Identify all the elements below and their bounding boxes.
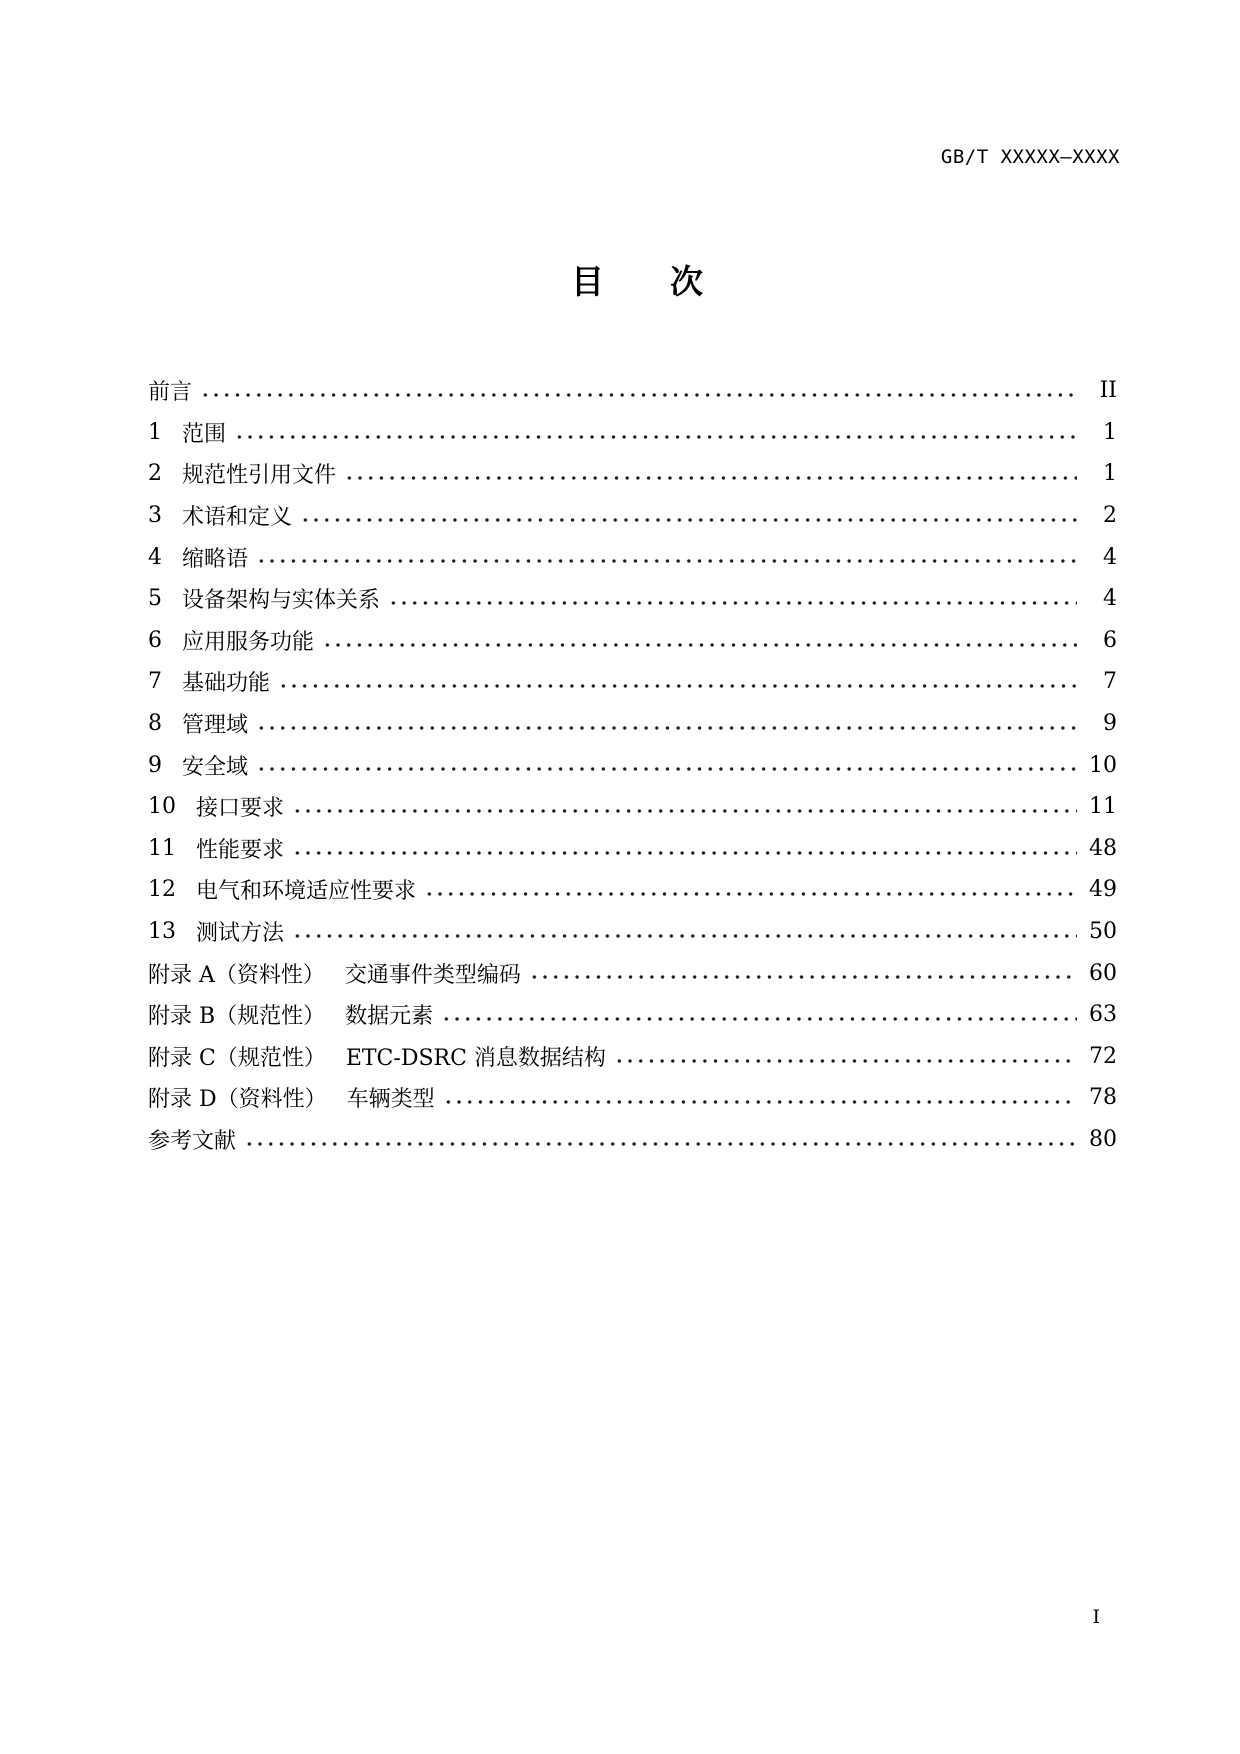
- toc-entry-page: 10: [1089, 752, 1117, 778]
- toc-entry: [148, 952, 1117, 994]
- toc-entry-number: 6: [148, 627, 162, 653]
- toc-entry-label: 术语和定义: [182, 505, 293, 531]
- toc-entry: [148, 1119, 1117, 1161]
- toc-entry-page: 49: [1089, 877, 1117, 903]
- toc-list: [148, 370, 1117, 1160]
- toc-entry-label: 测试方法: [196, 921, 285, 947]
- toc-entry-page: 48: [1089, 835, 1117, 861]
- toc-entry-page: II: [1099, 378, 1117, 404]
- toc-entry-number: 5: [148, 586, 162, 612]
- toc-entry-label: 前言: [148, 380, 193, 406]
- toc-entry: [148, 453, 1117, 495]
- dot-leader: [254, 703, 1077, 745]
- toc-entry: [148, 370, 1117, 412]
- toc-entry-label: 接口要求: [196, 796, 285, 822]
- toc-entry-label: 应用服务功能: [182, 629, 315, 655]
- dot-leader: [232, 412, 1077, 454]
- dot-leader: [342, 453, 1077, 495]
- dot-leader: [254, 744, 1077, 786]
- toc-entry-label: 缩略语: [182, 546, 249, 572]
- toc-entry-number: 3: [148, 503, 162, 529]
- toc-entry-label: 电气和环境适应性要求: [196, 879, 417, 905]
- toc-entry-label: 基础功能: [182, 671, 271, 697]
- toc-entry: [148, 620, 1117, 662]
- toc-entry-label: 数据元素: [345, 1004, 434, 1030]
- toc-entry-number: 附录 B（规范性）: [148, 1004, 326, 1030]
- dot-leader: [290, 911, 1077, 953]
- toc-entry-label: ETC-DSRC 消息数据结构: [345, 1045, 606, 1071]
- dot-leader: [439, 994, 1077, 1036]
- toc-entry: [148, 828, 1117, 870]
- toc-entry-page: 9: [1103, 711, 1117, 737]
- toc-entry: [148, 536, 1117, 578]
- toc-entry-label: 安全域: [182, 754, 249, 780]
- toc-entry-page: 80: [1089, 1126, 1117, 1152]
- dot-leader: [276, 661, 1077, 703]
- toc-entry-number: 13: [148, 919, 176, 945]
- page-number-folio: I: [1092, 1606, 1100, 1628]
- toc-entry-number: 9: [148, 752, 162, 778]
- toc-entry-number: 10: [148, 794, 176, 820]
- toc-entry-page: 4: [1103, 586, 1117, 612]
- dot-leader: [242, 1119, 1077, 1161]
- toc-entry-label: 设备架构与实体关系: [182, 588, 381, 614]
- dot-leader: [290, 786, 1077, 828]
- dot-leader: [254, 536, 1077, 578]
- toc-entry: [148, 786, 1117, 828]
- toc-entry-number: 2: [148, 461, 162, 487]
- toc-entry-number: 11: [148, 835, 176, 861]
- dot-leader: [320, 620, 1077, 662]
- standard-code-header: GB/T XXXXX—XXXX: [940, 146, 1120, 168]
- toc-entry-number: 7: [148, 669, 162, 695]
- toc-entry: [148, 1036, 1117, 1078]
- toc-entry: [148, 412, 1117, 454]
- toc-entry-label: 性能要求: [196, 837, 285, 863]
- toc-entry-page: 1: [1103, 419, 1117, 445]
- toc-entry-page: 63: [1089, 1002, 1117, 1028]
- toc-entry-page: 60: [1089, 960, 1117, 986]
- dot-leader: [441, 1077, 1077, 1119]
- toc-entry-page: 7: [1103, 669, 1117, 695]
- toc-entry-page: 11: [1089, 794, 1117, 820]
- toc-entry: [148, 994, 1117, 1036]
- dot-leader: [527, 952, 1077, 994]
- toc-entry-number: 1: [148, 419, 162, 445]
- toc-entry-page: 72: [1089, 1043, 1117, 1069]
- toc-entry: [148, 703, 1117, 745]
- dot-leader: [612, 1036, 1077, 1078]
- toc-entry-number: 12: [148, 877, 176, 903]
- dot-leader: [198, 370, 1077, 412]
- toc-entry-page: 6: [1103, 627, 1117, 653]
- toc-entry-label: 管理域: [182, 713, 249, 739]
- dot-leader: [386, 578, 1077, 620]
- dot-leader: [422, 869, 1077, 911]
- toc-entry-page: 1: [1103, 461, 1117, 487]
- toc-entry: [148, 1077, 1117, 1119]
- toc-entry-page: 2: [1103, 503, 1117, 529]
- toc-entry: [148, 661, 1117, 703]
- toc-entry: [148, 911, 1117, 953]
- toc-entry-page: 78: [1089, 1085, 1117, 1111]
- toc-entry-label: 范围: [182, 421, 227, 447]
- toc-entry-label: 规范性引用文件: [182, 463, 337, 489]
- toc-entry: [148, 869, 1117, 911]
- page-title: 目 次: [571, 262, 703, 301]
- toc-entry-number: 4: [148, 544, 162, 570]
- toc-entry-number: 附录 C（规范性）: [148, 1045, 326, 1071]
- dot-leader: [298, 495, 1077, 537]
- toc-entry: [148, 495, 1117, 537]
- toc-entry-page: 4: [1103, 544, 1117, 570]
- toc-entry-label: 车辆类型: [346, 1087, 435, 1113]
- toc-entry-number: 附录 D（资料性）: [148, 1087, 327, 1113]
- toc-entry-page: 50: [1089, 919, 1117, 945]
- toc-entry-number: 附录 A（资料性）: [148, 962, 325, 988]
- toc-entry: [148, 744, 1117, 786]
- toc-entry-number: 8: [148, 711, 162, 737]
- dot-leader: [290, 828, 1077, 870]
- toc-entry-label: 交通事件类型编码: [344, 962, 521, 988]
- toc-entry: [148, 578, 1117, 620]
- toc-entry-label: 参考文献: [148, 1128, 237, 1154]
